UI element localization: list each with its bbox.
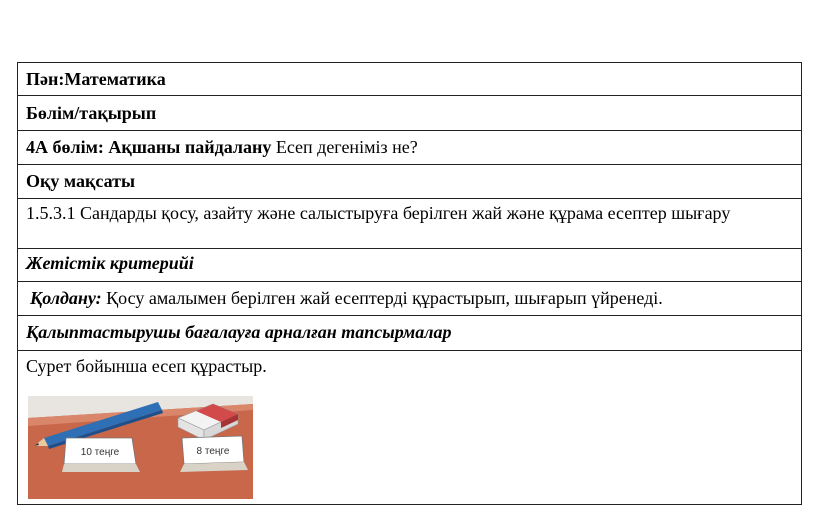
lesson-row — [18, 131, 801, 165]
pencil-price-tag — [62, 438, 140, 472]
pencil-eraser-picture — [28, 396, 253, 499]
lesson-question: Есеп дегеніміз не? — [271, 137, 418, 157]
task-row — [18, 351, 801, 504]
pencil-price-text: 10 теңге — [80, 447, 120, 458]
subject-row — [18, 63, 801, 96]
eraser-price-text: 8 теңге — [196, 446, 230, 457]
task-text: Сурет бойынша есеп құрастыр. — [26, 356, 267, 376]
apply-row — [18, 282, 801, 316]
objective-text: 1.5.3.1 Сандарды қосу, азайту және салыстыруға берілген жай және құрама есептер шығару — [26, 203, 731, 223]
lesson-plan-table — [17, 62, 802, 505]
eraser-price-tag — [180, 436, 248, 472]
criteria-header: Жетістік критерийі — [26, 253, 194, 273]
lesson-title: 4А бөлім: Ақшаны пайдалану — [26, 137, 272, 157]
subject-text: Пән:Математика — [26, 69, 166, 89]
objective-row — [18, 199, 801, 249]
tasks-header-row — [18, 316, 801, 351]
objective-header-row — [18, 165, 801, 199]
tasks-header: Қалыптастырушы бағалауға арналған тапсырмалар — [26, 322, 452, 342]
objective-header: Оқу мақсаты — [26, 171, 136, 191]
criteria-header-row — [18, 249, 801, 282]
apply-text: Қосу амалымен берілген жай есептерді құрастырып, шығарып үйренеді. — [101, 288, 663, 308]
section-row — [18, 96, 801, 131]
section-text: Бөлім/тақырып — [26, 103, 157, 123]
apply-label: Қолдану: — [30, 288, 102, 308]
